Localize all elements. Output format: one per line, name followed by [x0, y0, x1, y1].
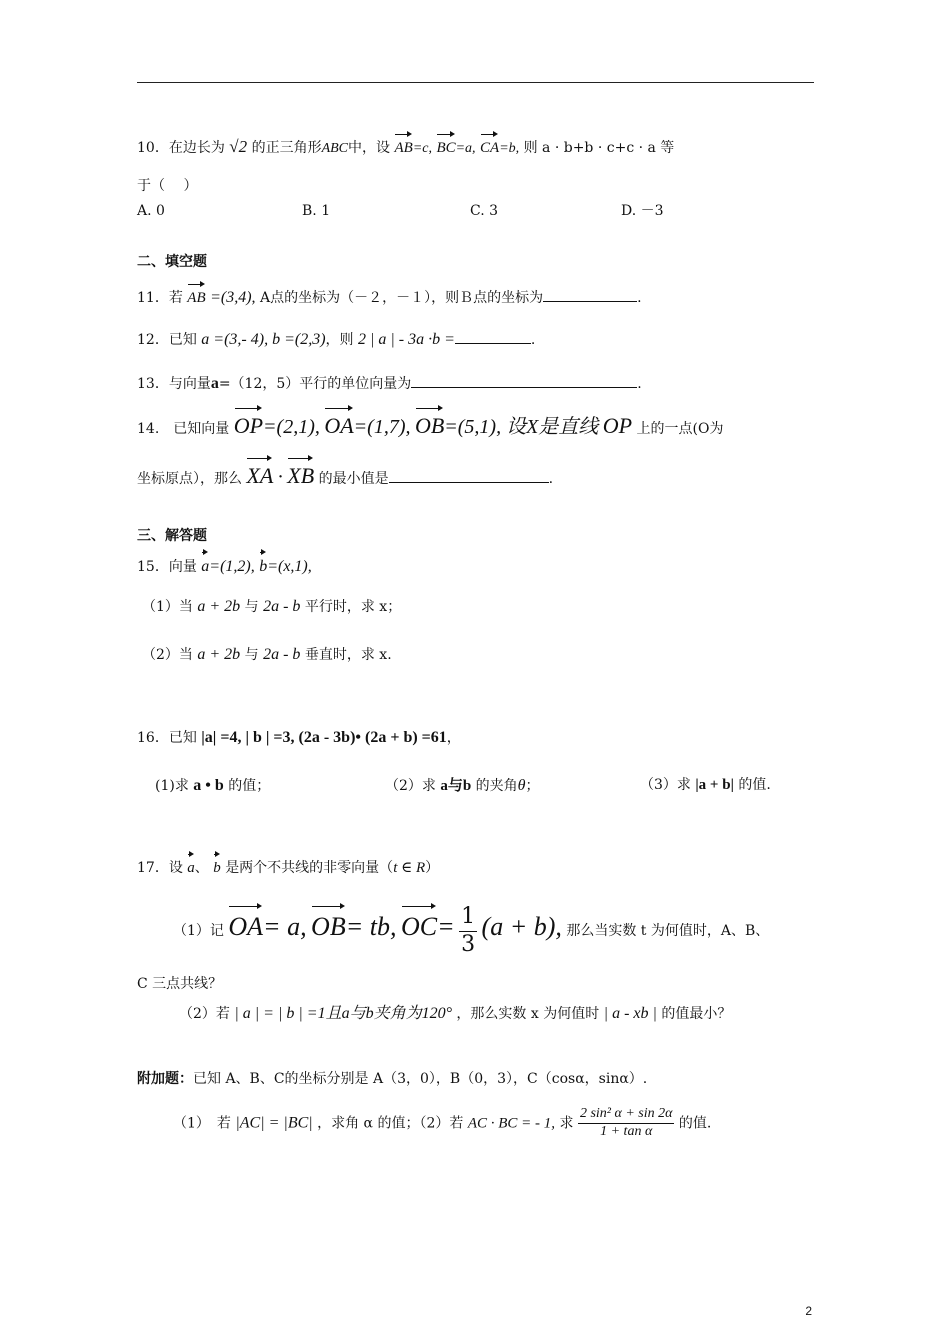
answer-blank [411, 387, 637, 388]
q17-part1-line2: C 三点共线？ [137, 976, 223, 992]
q10-option-a: A. 0 [137, 203, 165, 219]
vector-ab: AB [394, 130, 412, 157]
q15-part2: （2）当 a + 2b 与 2a - b 垂直时，求 x. [142, 646, 392, 663]
extra-question: 附加题：已知 A、B、C的坐标分别是 A（3，0），B（0，3），C（cosα，sinα）. [137, 1071, 648, 1087]
q10-option-b: B. 1 [302, 203, 331, 219]
q13: 13．与向量a=（12，5）平行的单位向量为 . [137, 375, 642, 392]
q17-part1: （1）记 OA= a, OB= tb, OC= $\frac{1}{3}$ (a + b), 那么当实数 t 为何值时，A、B、 [173, 902, 769, 958]
q16-part3: （3）求 |a + b| 的值. [640, 777, 771, 793]
section-solutions: 三、解答题 [137, 528, 207, 544]
q15-part1: （1）当 a + 2b 与 2a - b 平行时，求 x； [142, 598, 402, 615]
section-fill-in: 二、填空题 [137, 254, 207, 270]
q11: 11．若 AB =(3,4), A点的坐标为（－２，－１），则Ｂ点的坐标为 . [137, 280, 642, 307]
q16-part2: （2）求 a与b 的夹角θ； [385, 777, 540, 794]
answer-blank [543, 301, 637, 302]
vector-ab: AB [187, 280, 205, 307]
vector-xa: XA [246, 454, 273, 489]
sqrt-two: √2 [229, 137, 248, 156]
q12: 12．已知 a =(3,- 4), b =(2,3)，则 2 | a | - 3a ·b = . [137, 331, 536, 348]
answer-blank [455, 343, 531, 344]
vector-oa: OA [324, 404, 353, 439]
fraction-expression: $\frac{\text{2 sin² α + sin 2α}}{\text{1 + tan α}}$ [579, 1106, 673, 1139]
vector-ob: OB [415, 404, 444, 439]
q16-part1: (1)求 a • b 的值； [155, 777, 271, 794]
fraction-one-third: $\frac{1}{3}$ [461, 904, 476, 957]
q16: 16．已知 |a| =4, | b | =3, (2a - 3b)• (2a + b) =61， [137, 729, 461, 746]
q15: 15．向量 a=(1,2), b=(x,1), [137, 548, 312, 576]
vector-xb: XB [287, 454, 314, 489]
q10-option-d: D. －3 [621, 203, 664, 219]
q10-line1: 10．在边长为 √2 的正三角形ABC中，设 AB=c, BC=a, CA=b, 则 a · b+b · c+c · a 等 [137, 130, 674, 158]
vector-ca: CA [480, 130, 499, 157]
vector-op: OP [234, 404, 263, 439]
q17-part2: （2）若 | a | = | b | =1且a与b夹角为120° ，那么实数 x 为何值时 | a - xb | 的值最小？ [179, 1005, 732, 1022]
extra-parts: （1） 若 |AC| = |BC| ，求角 α 的值；（2）若 AC · BC = - 1, 求 $\frac{\text{2 sin² α + sin 2α}}{\text{1 + tan α}}$ 的值. [173, 1106, 712, 1139]
q10-line2: 于（ ） [137, 178, 198, 194]
q17: 17．设 a、 b 是两个不共线的非零向量（t ∈ R） [137, 850, 439, 877]
q14-line1: 14. 已知向量 OP=(2,1), OA=(1,7), OB=(5,1), 设X是直线 OP 上的一点(O为 [137, 404, 724, 439]
q14-line2: 坐标原点），那么 XA · XB 的最小值是 . [137, 454, 553, 489]
answer-blank [389, 482, 549, 483]
vector-bc: BC [436, 130, 455, 157]
q10-option-c: C. 3 [470, 203, 499, 219]
header-rule [137, 82, 814, 83]
page-number: 2 [805, 1304, 812, 1318]
